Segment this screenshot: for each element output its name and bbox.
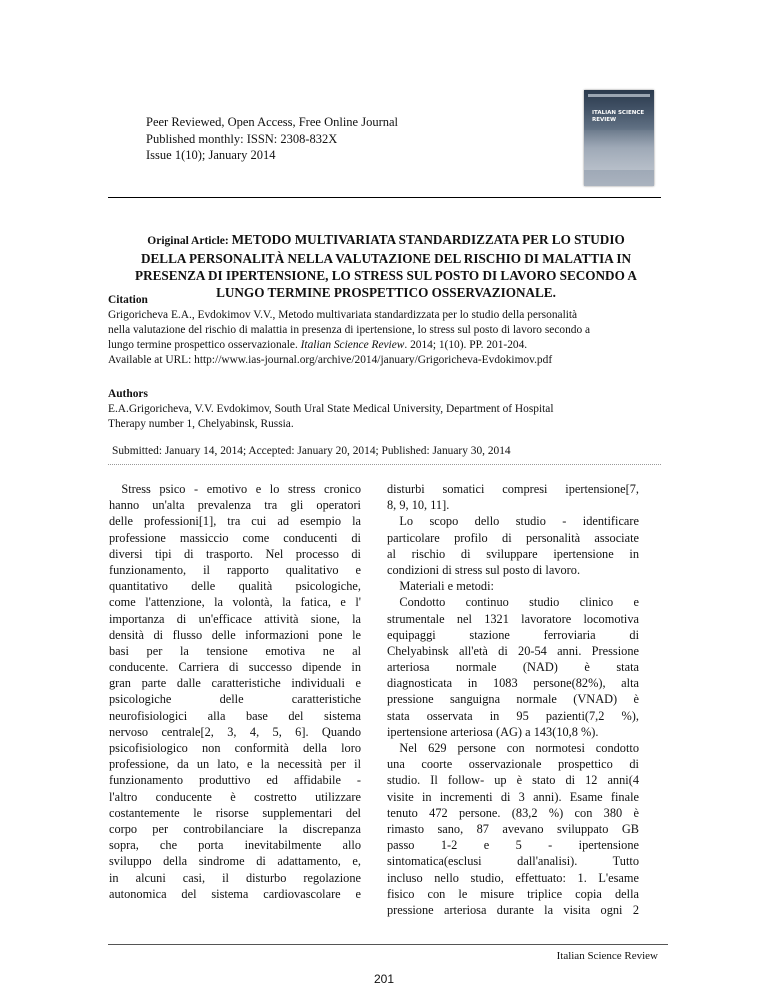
- journal-info: [146, 114, 398, 164]
- body-text-line: corpo per controbilanciare la discrepanza: [109, 821, 361, 836]
- body-text-line: particolare profilo di personalità associate: [387, 530, 639, 545]
- body-text-line: condizioni di stress sul posto di lavoro.: [387, 562, 581, 577]
- body-text-line: pressione arteriosa durante la visita ogni 2: [387, 902, 639, 917]
- body-text-line: tenuto 472 persone. (83,2 %) con 380 è: [387, 805, 639, 820]
- dates-divider: [108, 464, 661, 465]
- body-text-line: quantitativo delle qualità psicologiche,: [109, 579, 361, 594]
- body-text-line: Lo scopo dello studio - identificare: [387, 514, 639, 529]
- body-text-line: hanno un'alta prevalenza tra gli operatori: [109, 498, 361, 513]
- body-text-line: studio. Il follow- up è stato di 12 anni(4: [387, 773, 639, 788]
- body-text-line: diversi tipi di trasporto. Nel processo di: [109, 546, 361, 561]
- body-text-line: in alcuni casi, il disturbo regolazione: [109, 870, 361, 885]
- body-text-line: delle professioni[1], tra cui ad esempio la: [109, 514, 361, 529]
- body-text-line: Condotto continuo studio clinico e: [387, 595, 639, 610]
- body-text-line: professione massiccio come conducenti di: [109, 530, 361, 545]
- body-text-line: al rischio di sviluppare ipertensione in: [387, 546, 639, 561]
- body-text-line: arteriosa normale (NAD) è stata: [387, 660, 639, 675]
- body-text-line: sintomatica(esclusi dall'analisi). Tutto: [387, 854, 639, 869]
- body-text-line: autonomica del sistema cardiovascolare e: [109, 886, 361, 901]
- body-text-line: equipaggi stazione ferroviaria di: [387, 627, 639, 642]
- authors-heading: Authors: [108, 388, 148, 400]
- citation-heading: Citation: [108, 294, 148, 306]
- body-text-line: Nel 629 persone con normotesi condotto: [387, 741, 639, 755]
- title-line-4: LUNGO TERMINE PROSPETTICO OSSERVAZIONALE.: [216, 285, 556, 300]
- journal-tagline: Peer Reviewed, Open Access, Free Online Journal: [146, 115, 399, 129]
- body-column-left: [109, 481, 361, 902]
- article-title: [98, 231, 674, 301]
- publication-dates: Submitted: January 14, 2014; Accepted: January 20, 2014; Published: January 30, 2014: [112, 445, 511, 457]
- body-text-line: rimasto sano, 87 avevano sviluppato GB: [387, 821, 639, 836]
- body-text-line: Materiali e metodi:: [387, 579, 494, 594]
- body-text-line: come l'attenzione, la volontà, la fatica, e l': [109, 595, 361, 610]
- body-text-line: costantemente le risorse supplementari del: [109, 805, 361, 820]
- body-text-line: strumentale nel 1321 lavoratore locomotiva: [387, 611, 639, 626]
- authors-line: E.A.Grigoricheva, V.V. Evdokimov, South Ural State Medical University, Department of Hospital: [108, 403, 554, 415]
- body-text-line: nervoso centrale[2, 3, 4, 5, 6]. Quando: [109, 724, 361, 739]
- body-text-line: fisico con le misure triplice copia della: [387, 886, 639, 901]
- citation-line: Grigoricheva E.A., Evdokimov V.V., Metodo multivariata standardizzata per lo studio della personalità: [108, 309, 578, 321]
- citation-line: nella valutazione del rischio di malattia in presenza di ipertensione, lo stress sul posto di lavoro secondo a: [108, 324, 591, 336]
- body-text-line: stata osservata in 95 pazienti(7,2 %),: [387, 708, 639, 723]
- cover-title: ITALIAN SCIENCE REVIEW: [592, 110, 645, 123]
- footer-journal-name: Italian Science Review: [556, 950, 658, 962]
- body-text-line: psicofisiologico non conformità della loro: [109, 741, 361, 755]
- title-line-3: PRESENZA DI IPERTENSIONE, LO STRESS SUL POSTO DI LAVORO SECONDO A: [135, 268, 637, 283]
- journal-issue: Issue 1(10); January 2014: [146, 148, 276, 162]
- citation-line: lungo termine prospettico osservazionale. Italian Science Review. 2014; 1(10). PP. 201-204.: [108, 339, 528, 351]
- body-text-line: incluso nello studio, effettuato: 1. L'esame: [387, 870, 639, 885]
- citation-url: Available at URL: http://www.ias-journal.org/archive/2014/january/Grigoricheva-Evdokimov.pdf: [108, 354, 553, 366]
- body-text-line: densità di flusso delle informazioni pone le: [109, 627, 361, 642]
- journal-cover-image: [584, 90, 654, 186]
- body-text-line: ipertensione arteriosa (AG) a 143(10,8 %).: [387, 724, 599, 739]
- citation-journal-name: Italian Science Review: [300, 339, 405, 351]
- cover-band: [584, 130, 654, 170]
- body-text-line: diagnosticata in 1083 persone(82%), alta: [387, 676, 639, 691]
- body-text-line: neurofisiologici alla base del sistema: [109, 708, 361, 723]
- body-text-line: professione, da un lato, e la necessità per il: [109, 757, 361, 772]
- page-number: 201: [373, 972, 395, 986]
- body-text-line: l'altro conducente è costretto utilizzare: [109, 789, 361, 804]
- body-text-line: pressione sanguigna normale (VNAD) è: [387, 692, 639, 707]
- cover-header-strip: [588, 94, 650, 97]
- body-text-line: Chelyabinsk all'età di 20-54 anni. Pressione: [387, 643, 639, 658]
- header-rule: [108, 197, 661, 198]
- footer-rule: [108, 944, 668, 945]
- authors-section: [108, 387, 668, 432]
- body-text-line: passo 1-2 e 5 - ipertensione: [387, 838, 639, 853]
- article-type-label: Original Article:: [147, 235, 232, 247]
- body-text-line: funzionamento produttivo ed affidabile -: [109, 773, 361, 788]
- body-text-line: 8, 9, 10, 11].: [387, 498, 450, 513]
- body-text-line: sviluppo della sindrome di adattamento, e,: [109, 854, 361, 869]
- body-text-line: funzionamento, il rapporto qualitativo e: [109, 562, 361, 577]
- body-column-right: [387, 481, 639, 918]
- journal-issn: Published monthly: ISSN: 2308-832X: [146, 131, 338, 146]
- title-line-1: Original Article: METODO MULTIVARIATA STANDARDIZZATA PER LO STUDIO: [147, 232, 625, 247]
- authors-line: Therapy number 1, Chelyabinsk, Russia.: [108, 418, 294, 430]
- body-text-line: visite in incrementi di 3 anni). Esame finale: [387, 789, 639, 804]
- body-text-line: basi per la tensione emotiva ne al: [109, 643, 361, 658]
- body-text-line: importanza di un'efficace attività sione, la: [109, 611, 361, 626]
- body-text-line: una coorte osservazionale prospettico di: [387, 757, 639, 772]
- body-text-line: psicologiche delle caratteristiche: [109, 692, 361, 707]
- body-text-line: sopra, che porta inevitabilmente allo: [109, 838, 361, 853]
- body-text-line: disturbi somatici compresi ipertensione[7,: [387, 482, 639, 496]
- body-text-line: conducente. Carriera di successo dipende in: [109, 660, 361, 675]
- title-line-2: DELLA PERSONALITÀ NELLA VALUTAZIONE DEL RISCHIO DI MALATTIA IN: [140, 251, 631, 266]
- citation-section: [108, 293, 668, 368]
- body-text-line: gran parte dalle caratteristiche individuali e: [109, 676, 361, 691]
- body-text-line: Stress psico - emotivo e lo stress cronico: [109, 482, 361, 496]
